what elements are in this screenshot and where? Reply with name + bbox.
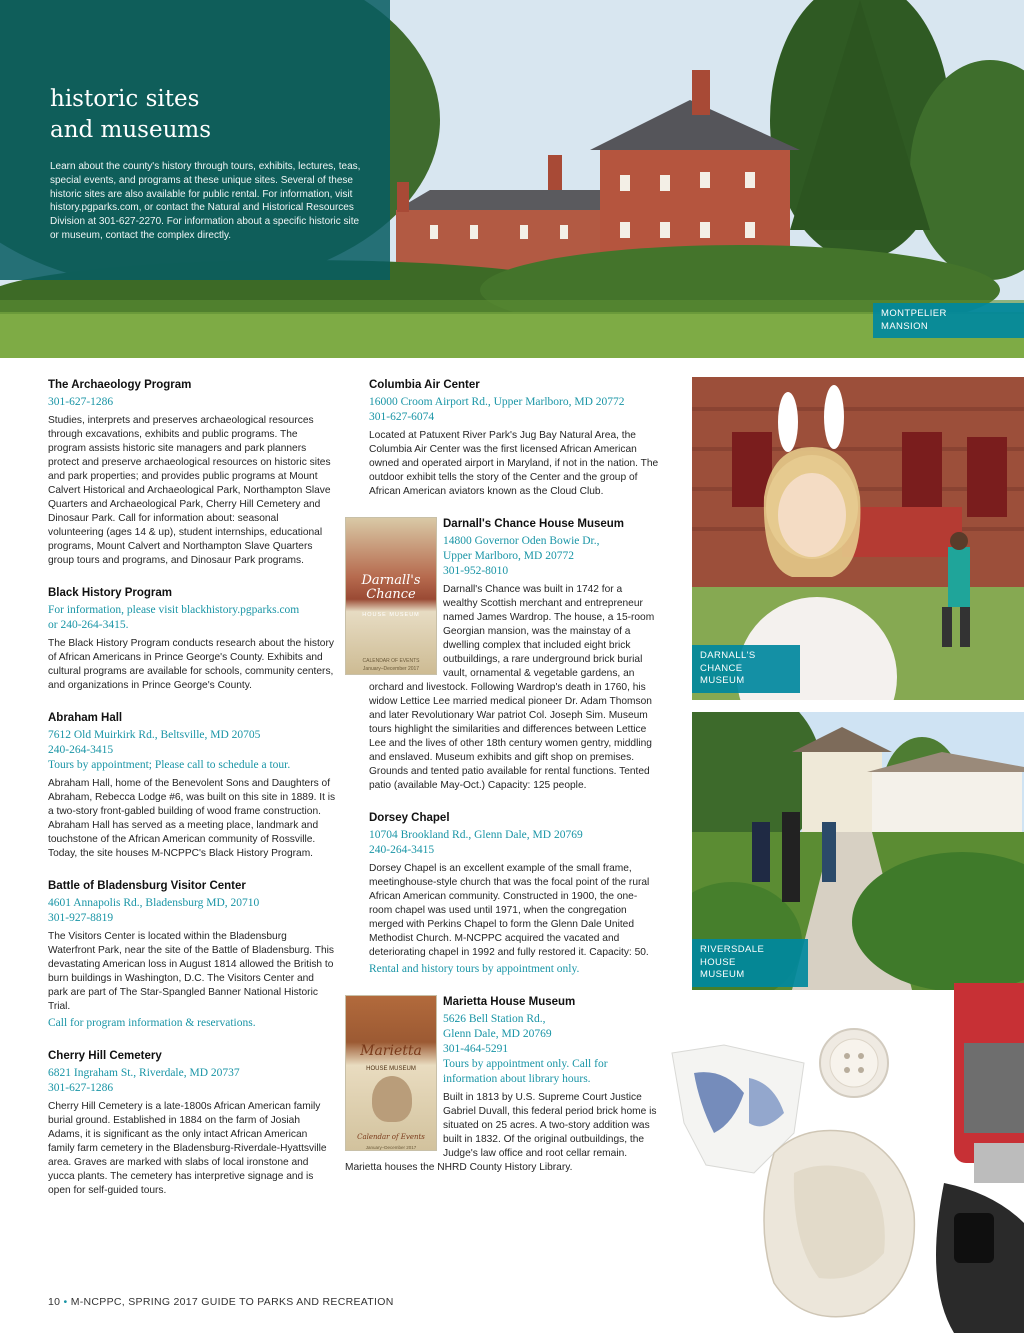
caption-line: MONTPELIER [881, 308, 947, 319]
abraham-hall-entry [48, 711, 336, 861]
left-column [48, 378, 336, 1216]
entry-website-link[interactable]: For information, please visit blackhistory.pgparks.com [48, 604, 300, 616]
brochure-subtitle: CALENDAR OF EVENTS [362, 658, 420, 664]
hero-intro-text: Learn about the county's history through tours, exhibits, lectures, teas, special events, and programs at these unique sites. Several of these historic sites are also available for public rental. For information, visit history.pgparks.com, or contact the Natural and Historical Resources Division at 301-627-2270. For information about a specific historic site or museum, contact the complex directly. [50, 161, 361, 241]
artifacts-image [654, 983, 1024, 1333]
entry-tour-note: Tours by appointment only. Call for [443, 1058, 608, 1070]
entry-tour-note: Tours by appointment; Please call to schedule a tour. [48, 759, 291, 771]
entry-title: Marietta House Museum [443, 996, 576, 1008]
darnalls-chance-brochure-image [345, 517, 437, 675]
entry-phone[interactable]: 301-627-1286 [48, 396, 114, 408]
entry-title: Columbia Air Center [369, 379, 480, 391]
entry-phone[interactable]: 301-927-8819 [48, 912, 114, 924]
page-title-line2: and museums [50, 117, 212, 143]
entry-address: 4601 Annapolis Rd., Bladensburg MD, 20710 [48, 897, 260, 909]
marietta-house-entry [345, 995, 659, 1175]
bullet-icon: • [63, 1296, 68, 1308]
bladensburg-visitor-center-entry [48, 879, 336, 1031]
caption-line: RIVERSDALE HOUSE [700, 944, 765, 968]
entry-title: The Archaeology Program [48, 379, 192, 391]
brochure-subtitle: January–December 2017 [362, 666, 420, 672]
brochure-subtitle: January–December 2017 [365, 1145, 417, 1150]
entry-title: Battle of Bladensburg Visitor Center [48, 880, 246, 892]
cherry-hill-cemetery-entry [48, 1049, 336, 1198]
dorsey-chapel-entry [369, 811, 659, 977]
montpelier-caption [873, 303, 1024, 338]
entry-phone[interactable]: or 240-264-3415. [48, 619, 129, 631]
entry-phone[interactable]: 240-264-3415 [48, 744, 114, 756]
brochure-subtitle: HOUSE MUSEUM [362, 612, 420, 618]
darnalls-chance-entry [345, 517, 659, 793]
entry-rental-note: Rental and history tours by appointment only. [369, 963, 580, 975]
entry-address: 16000 Croom Airport Rd., Upper Marlboro, MD 20772 [369, 396, 625, 408]
entry-body: Located at Patuxent River Park's Jug Bay Natural Area, the Columbia Air Center was the first licensed African American owned and operated airport in Maryland, if not in the nation. The outdoor exhibit tells the story of the Center and the group of African American aviators known as the Cloud Club. [369, 430, 659, 497]
entry-phone[interactable]: 301-464-5291 [443, 1043, 509, 1055]
entry-phone[interactable]: 301-627-1286 [48, 1082, 114, 1094]
footer-text: M-NCPPC, SPRING 2017 GUIDE TO PARKS AND RECREATION [70, 1296, 394, 1308]
entry-phone[interactable]: 301-627-6074 [369, 411, 435, 423]
columbia-air-center-entry [369, 378, 659, 499]
page-number: 10 [48, 1296, 61, 1308]
hero-text-panel [0, 0, 390, 280]
hero-banner [0, 0, 1024, 358]
entry-phone[interactable]: 240-264-3415 [369, 844, 435, 856]
brochure-title: Marietta [360, 1043, 422, 1059]
riversdale-caption [692, 939, 808, 987]
entry-body: Built in 1813 by U.S. Supreme Court Justice Gabriel Duvall, this federal period brick home is situated on 25 acres. A two-story addition was built in 1832. Of the original outbuildings, the Judge's law office and root cellar remain. Marietta houses the NHRD County History Library. [345, 1092, 657, 1173]
entry-address: 14800 Governor Oden Bowie Dr., [443, 535, 600, 547]
entry-body: The Black History Program conducts research about the history of African Americans in Prince George's County. Exhibits and cultural programs are available for schools, community centers, and organizations in Prince George's County. [48, 638, 334, 691]
entry-title: Cherry Hill Cemetery [48, 1050, 162, 1062]
entry-title: Abraham Hall [48, 712, 123, 724]
entry-address: Glenn Dale, MD 20769 [443, 1028, 552, 1040]
entry-reservation-note: Call for program information & reservations. [48, 1017, 256, 1029]
entry-title: Black History Program [48, 587, 172, 599]
page-footer [48, 1296, 394, 1308]
darnalls-chance-caption [692, 645, 800, 693]
darnalls-chance-photo [692, 377, 1024, 700]
page-title-line1: historic sites [50, 86, 200, 112]
entry-body: Abraham Hall, home of the Benevolent Sons and Daughters of Abraham, Rebecca Lodge #6, was built on this site in 1889. It is a two-story front-gabled building of wood frame construction. Abraham Hall has served as a meeting place, landmark and touchstone of the African American community of Rossville. Today, the site houses M-NCPPC's Black History Program. [48, 778, 336, 859]
portrait-image [372, 1076, 412, 1122]
middle-column [345, 378, 659, 1193]
caption-line: MUSEUM [700, 675, 745, 686]
entry-body: Cherry Hill Cemetery is a late-1800s African American family burial ground. Established in 1884 on the farm of Josiah Adams, it is significant as the only intact African American family farm cemetery in the Bladensburg-Riverdale-Hyattsville area. Graves are marked with slabs of local ironstone and yucca plants. The cemetery has interpretive signage and is open for self-guided tours. [48, 1101, 327, 1196]
entry-address: 7612 Old Muirkirk Rd., Beltsville, MD 20705 [48, 729, 261, 741]
brochure-subtitle: HOUSE MUSEUM [366, 1066, 416, 1072]
entry-phone[interactable]: 301-952-8010 [443, 565, 509, 577]
caption-line: MANSION [881, 320, 929, 332]
entry-body: Studies, interprets and preserves archaeological resources through excavations, exhibits and public programs. The program assists historic site managers and park planners protect and preserve archaeological resources on historic sites and park properties; and provides public programs at Mount Calvert Historical and Archaeological Park, Northampton Slave Quarters and Archaeological Park, Cherry Hill Cemetery and Dinosaur Park. Call for information about: seasonal volunteering (ages 14 & up), student internships, educational programs, Mount Calvert and Northampton Slave Quarters group tours and programs, and Dinosaur Park programs. [48, 415, 331, 566]
page-title [50, 84, 360, 146]
entry-address: 10704 Brookland Rd., Glenn Dale, MD 20769 [369, 829, 583, 841]
caption-line: MUSEUM [700, 969, 745, 980]
entry-body: The Visitors Center is located within the Bladensburg Waterfront Park, near the site of the Battle of Bladensburg. This devastating American loss in August 1814 allowed the British to burn buildings in Washington, D.C. The Visitors Center and park are part of The Star-Spangled Banner National Historic Trial. [48, 931, 334, 1012]
black-history-program-entry [48, 586, 336, 693]
riversdale-house-photo [692, 712, 1024, 990]
entry-address: 5626 Bell Station Rd., [443, 1013, 546, 1025]
marietta-brochure-image [345, 995, 437, 1151]
entry-body: Dorsey Chapel is an excellent example of the small frame, meetinghouse-style church that was the focal point of the rural African American community. Constructed in 1900, the one-room chapel was used until 1971, when the congregation merged with Perkins Chapel to form the Glenn Dale United Methodist Church. M-NCPPC acquired the vacated and deteriorating chapel in 1992 and fully restored it. Capacity: 50. [369, 863, 650, 958]
brochure-title: Chance [366, 587, 416, 602]
entry-title: Dorsey Chapel [369, 812, 450, 824]
entry-address: Upper Marlboro, MD 20772 [443, 550, 574, 562]
brochure-title: Darnall's [361, 573, 421, 588]
brochure-subtitle: Calendar of Events [357, 1133, 425, 1141]
entry-title: Darnall's Chance House Museum [443, 518, 625, 530]
entry-tour-note: information about library hours. [443, 1073, 591, 1085]
archaeology-program-entry [48, 378, 336, 568]
entry-address: 6821 Ingraham St., Riverdale, MD 20737 [48, 1067, 240, 1079]
entry-body: Darnall's Chance was built in 1742 for a wealthy Scottish merchant and entrepreneur named James Wardrop. The house, a 15-room Georgian mansion, was the mainstay of a dwelling complex that included eight brick outbuildings, a rare underground brick burial vault, ornamental & vegetable gardens, an orchard and livestock. Following Wardrop's death in 1760, his widow Lettice Lee married medical pioneer Dr. Adam Thomson and later Revolutionary War patriot Col. Joseph Sim. Museum tours highlight the similarities and differences between Lettice Lee and the lives of other 18th century women gentry, middling and enslaved. Museum exhibits and gift shop on premises. Grounds and tented patio available for rental functions. Tented patio (available May-Oct.) Capacity: 125 people. [369, 584, 655, 791]
caption-line: DARNALL'S CHANCE [700, 650, 756, 674]
